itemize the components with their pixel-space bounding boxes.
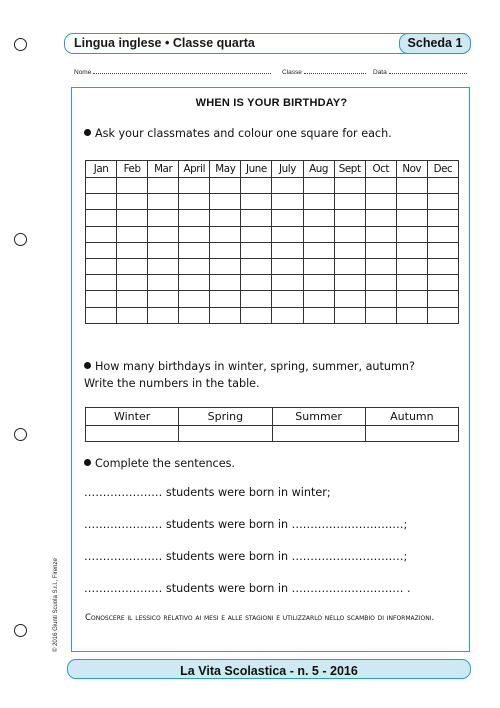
colour-square[interactable] xyxy=(117,258,148,274)
colour-square[interactable] xyxy=(241,242,272,258)
colour-square[interactable] xyxy=(365,307,396,323)
colour-square[interactable] xyxy=(179,307,210,323)
colour-square[interactable] xyxy=(272,291,303,307)
month-header: Jan xyxy=(86,161,117,178)
colour-square[interactable] xyxy=(396,194,427,210)
subject-title: Lingua inglese • Classe quarta xyxy=(74,36,255,50)
colour-square[interactable] xyxy=(303,178,334,194)
worksheet-title: WHEN IS YOUR BIRTHDAY? xyxy=(195,97,348,109)
colour-square[interactable] xyxy=(396,307,427,323)
month-header: June xyxy=(241,161,272,178)
colour-square[interactable] xyxy=(86,194,117,210)
table-row xyxy=(86,258,459,274)
season-header: Winter xyxy=(86,408,179,426)
colour-square[interactable] xyxy=(396,275,427,291)
season-count-cell[interactable] xyxy=(179,426,272,442)
table-row xyxy=(86,178,459,194)
colour-square[interactable] xyxy=(303,275,334,291)
footer-bar xyxy=(67,659,471,679)
copyright-text: © 2016 Giunti Scuola S.r.l., Firenze xyxy=(53,558,59,652)
colour-square[interactable] xyxy=(334,307,365,323)
colour-square[interactable] xyxy=(179,291,210,307)
colour-square[interactable] xyxy=(117,226,148,242)
season-header: Autumn xyxy=(365,408,458,426)
colour-square[interactable] xyxy=(427,291,458,307)
colour-square[interactable] xyxy=(148,210,179,226)
binder-hole xyxy=(14,624,27,637)
colour-square[interactable] xyxy=(148,307,179,323)
table-row xyxy=(86,226,459,242)
colour-square[interactable] xyxy=(334,258,365,274)
colour-square[interactable] xyxy=(396,210,427,226)
colour-square[interactable] xyxy=(365,291,396,307)
table-row xyxy=(86,307,459,323)
sentence-line[interactable]: ………………… students were born in winter; xyxy=(84,486,331,499)
colour-square[interactable] xyxy=(334,242,365,258)
colour-square[interactable] xyxy=(303,226,334,242)
month-header: Nov xyxy=(396,161,427,178)
colour-square[interactable] xyxy=(86,242,117,258)
footer-label: La Vita Scolastica - n. 5 - 2016 xyxy=(180,664,358,678)
colour-square[interactable] xyxy=(148,258,179,274)
colour-square[interactable] xyxy=(241,307,272,323)
colour-square[interactable] xyxy=(148,178,179,194)
colour-square[interactable] xyxy=(427,210,458,226)
colour-square[interactable] xyxy=(179,226,210,242)
month-header: Dec xyxy=(427,161,458,178)
colour-square[interactable] xyxy=(334,194,365,210)
colour-square[interactable] xyxy=(303,210,334,226)
colour-square[interactable] xyxy=(365,226,396,242)
sentence-line[interactable]: ………………… students were born in ………………………… . xyxy=(84,582,411,595)
season-header: Summer xyxy=(272,408,365,426)
colour-square[interactable] xyxy=(210,307,241,323)
sheet-tab xyxy=(399,33,471,54)
colour-square[interactable] xyxy=(86,226,117,242)
month-header: Aug xyxy=(303,161,334,178)
colour-square[interactable] xyxy=(272,258,303,274)
colour-square[interactable] xyxy=(241,258,272,274)
colour-square[interactable] xyxy=(396,242,427,258)
colour-square[interactable] xyxy=(303,307,334,323)
bullet-icon xyxy=(84,459,91,466)
colour-square[interactable] xyxy=(396,258,427,274)
colour-square[interactable] xyxy=(272,210,303,226)
bullet-icon xyxy=(84,129,91,136)
colour-square[interactable] xyxy=(334,178,365,194)
colour-square[interactable] xyxy=(210,242,241,258)
colour-square[interactable] xyxy=(427,226,458,242)
colour-square[interactable] xyxy=(365,194,396,210)
name-label: Nome xyxy=(74,69,92,76)
colour-square[interactable] xyxy=(427,178,458,194)
month-header: Feb xyxy=(117,161,148,178)
colour-square[interactable] xyxy=(303,194,334,210)
class-field[interactable] xyxy=(282,67,366,79)
colour-square[interactable] xyxy=(86,291,117,307)
colour-square[interactable] xyxy=(241,178,272,194)
colour-square[interactable] xyxy=(86,210,117,226)
colour-square[interactable] xyxy=(179,242,210,258)
colour-square[interactable] xyxy=(86,275,117,291)
sentence-line[interactable]: ………………… students were born in …………………………; xyxy=(84,550,408,563)
colour-square[interactable] xyxy=(241,275,272,291)
colour-square[interactable] xyxy=(241,226,272,242)
colour-square[interactable] xyxy=(210,291,241,307)
colour-square[interactable] xyxy=(272,178,303,194)
worksheet-frame xyxy=(71,87,470,652)
colour-square[interactable] xyxy=(365,178,396,194)
colour-square[interactable] xyxy=(334,291,365,307)
colour-square[interactable] xyxy=(210,275,241,291)
month-header: April xyxy=(179,161,210,178)
colour-square[interactable] xyxy=(148,242,179,258)
instruction-1: Ask your classmates and colour one square for each. xyxy=(84,125,392,142)
colour-square[interactable] xyxy=(148,194,179,210)
colour-square[interactable] xyxy=(334,275,365,291)
colour-square[interactable] xyxy=(179,194,210,210)
table-row xyxy=(86,291,459,307)
colour-square[interactable] xyxy=(427,194,458,210)
table-row xyxy=(86,210,459,226)
month-header: May xyxy=(210,161,241,178)
colour-square[interactable] xyxy=(148,275,179,291)
colour-square[interactable] xyxy=(210,210,241,226)
colour-square[interactable] xyxy=(86,307,117,323)
colour-square[interactable] xyxy=(117,291,148,307)
header-bar xyxy=(64,33,471,54)
colour-square[interactable] xyxy=(179,210,210,226)
binder-hole xyxy=(14,38,27,51)
colour-square[interactable] xyxy=(303,291,334,307)
learning-objective: Conoscere il lessico relativo ai mesi e alle stagioni e utilizzarlo nello scambio di informazioni. xyxy=(85,613,435,623)
colour-square[interactable] xyxy=(427,307,458,323)
seasons-table xyxy=(85,407,459,442)
colour-square[interactable] xyxy=(272,226,303,242)
instruction-3: Complete the sentences. xyxy=(84,455,235,472)
colour-square[interactable] xyxy=(117,178,148,194)
table-row xyxy=(86,426,459,442)
table-row xyxy=(86,275,459,291)
colour-square[interactable] xyxy=(179,258,210,274)
season-header: Spring xyxy=(179,408,272,426)
season-count-cell[interactable] xyxy=(365,426,458,442)
colour-square[interactable] xyxy=(117,210,148,226)
months-table xyxy=(85,160,459,324)
colour-square[interactable] xyxy=(396,226,427,242)
colour-square[interactable] xyxy=(241,194,272,210)
colour-square[interactable] xyxy=(117,242,148,258)
month-header: Oct xyxy=(365,161,396,178)
colour-square[interactable] xyxy=(117,194,148,210)
colour-square[interactable] xyxy=(117,307,148,323)
colour-square[interactable] xyxy=(241,210,272,226)
colour-square[interactable] xyxy=(427,258,458,274)
name-field[interactable] xyxy=(74,67,271,79)
colour-square[interactable] xyxy=(272,242,303,258)
colour-square[interactable] xyxy=(148,226,179,242)
binder-hole xyxy=(14,428,27,441)
date-field[interactable] xyxy=(373,67,467,79)
colour-square[interactable] xyxy=(86,178,117,194)
sheet-tab-label: Scheda 1 xyxy=(407,36,463,50)
colour-square[interactable] xyxy=(241,291,272,307)
colour-square[interactable] xyxy=(334,226,365,242)
colour-square[interactable] xyxy=(365,242,396,258)
date-label: Data xyxy=(373,69,387,76)
colour-square[interactable] xyxy=(86,258,117,274)
colour-square[interactable] xyxy=(272,307,303,323)
colour-square[interactable] xyxy=(396,291,427,307)
colour-square[interactable] xyxy=(334,210,365,226)
season-count-cell[interactable] xyxy=(272,426,365,442)
colour-square[interactable] xyxy=(210,178,241,194)
month-header: July xyxy=(272,161,303,178)
colour-square[interactable] xyxy=(427,275,458,291)
colour-square[interactable] xyxy=(148,291,179,307)
binder-hole xyxy=(14,233,27,246)
colour-square[interactable] xyxy=(365,258,396,274)
colour-square[interactable] xyxy=(210,226,241,242)
season-count-cell[interactable] xyxy=(86,426,179,442)
class-label: Classe xyxy=(282,69,302,76)
month-header: Sept xyxy=(334,161,365,178)
month-header: Mar xyxy=(148,161,179,178)
colour-square[interactable] xyxy=(210,194,241,210)
colour-square[interactable] xyxy=(365,210,396,226)
colour-square[interactable] xyxy=(210,258,241,274)
table-row xyxy=(86,242,459,258)
table-row xyxy=(86,194,459,210)
colour-square[interactable] xyxy=(427,242,458,258)
instruction-2: How many birthdays in winter, spring, summer, autumn? Write the numbers in the table. xyxy=(84,360,415,390)
bullet-icon xyxy=(84,362,91,369)
colour-square[interactable] xyxy=(272,194,303,210)
colour-square[interactable] xyxy=(179,178,210,194)
colour-square[interactable] xyxy=(303,242,334,258)
colour-square[interactable] xyxy=(365,275,396,291)
sentence-line[interactable]: ………………… students were born in …………………………; xyxy=(84,518,408,531)
colour-square[interactable] xyxy=(303,258,334,274)
colour-square[interactable] xyxy=(272,275,303,291)
colour-square[interactable] xyxy=(117,275,148,291)
colour-square[interactable] xyxy=(179,275,210,291)
colour-square[interactable] xyxy=(396,178,427,194)
